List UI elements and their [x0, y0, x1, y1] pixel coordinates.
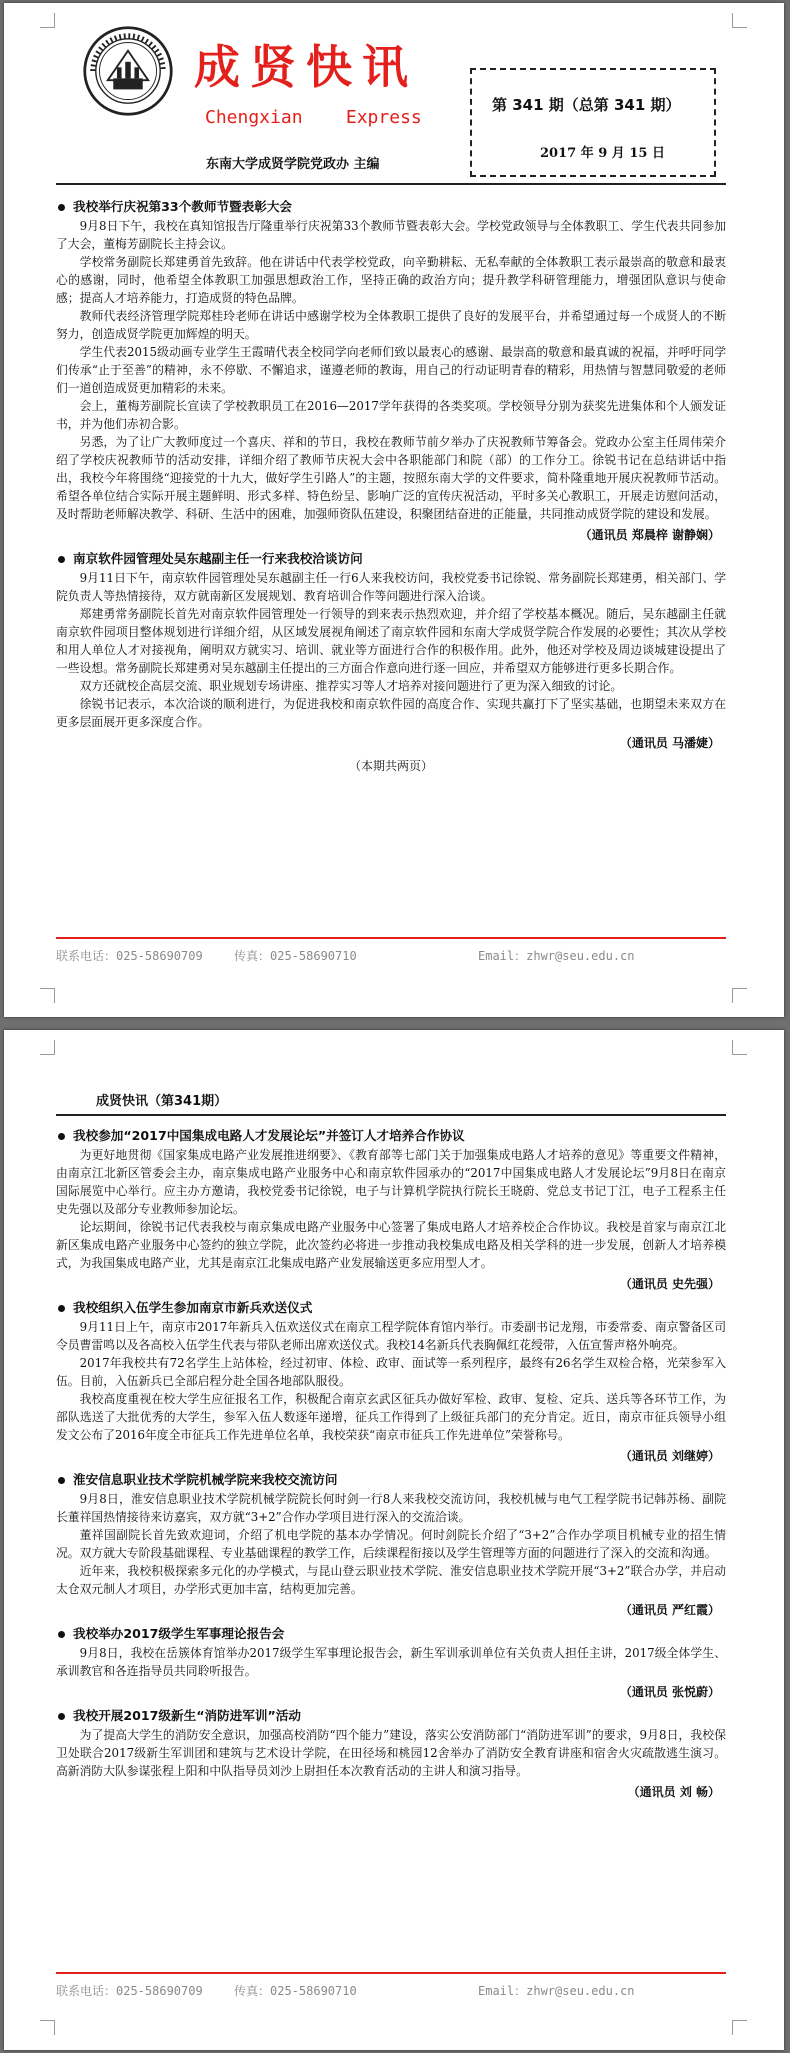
article-software-park-visit — [56, 549, 726, 753]
newsletter-page-1 — [4, 3, 784, 1017]
article-paragraph: 会上，董梅芳副院长宣读了学校教职员工在2016—2017学年获得的各类奖项。学校领导分别为获奖先进集体和个人颁发证书，并为他们赤初合影。 — [56, 399, 726, 431]
article-military-lecture — [56, 1624, 726, 1702]
article-paragraph: 9月11日上午，南京市2017年新兵入伍欢送仪式在南京工程学院体育馆内举行。市委副书记龙翔，市委常委、南京警备区司令员曹雷鸣以及各高校入伍学生代表与带队老师出席欢送仪式。我校14名新兵代表胸佩红花绶带，入伍宣誓声格外响亮。 — [56, 1320, 726, 1352]
article-paragraph: 郑建勇常务副院长首先对南京软件园管理处一行领导的到来表示热烈欢迎，并介绍了学校基本概况。随后，吴东越副主任就南京软件园项目整体规划进行详细介绍，从区域发展视角阐述了南京软件园和东南大学成贤学院合作发展的必要性；其次从学校和用人单位人才对接视角，阐明双方就实习、培训、就业等方面进行合作的积极作用。此外，他还对学校及周边谈城建设提出了一些设想。常务副院长郑建勇对吴东越副主任提出的三方面合作意向进行逐一回应，并希望双方能够进行更多长期合作。 — [56, 607, 726, 675]
page1-body — [56, 193, 726, 774]
article-signature: （通讯员 马潘婕） — [619, 736, 720, 750]
bullet-icon — [58, 204, 65, 211]
article-paragraph: 论坛期间，徐锐书记代表我校与南京集成电路产业服务中心签署了集成电路人才培养校企合作协议。我校是首家与南京江北新区集成电路产业服务中心签约的独立学院，此次签约必将进一步推动我校集成电路及相关学科的进一步发展，创新人才培养模式，为我国集成电路产业，尤其是南京江北集成电路产业发展输送更多应用型人才。 — [56, 1220, 726, 1270]
article-paragraph: 双方还就校企高层交流、职业规划专场讲座、推荐实习等人才培养对接问题进行了更为深入细致的讨论。 — [79, 679, 623, 693]
article-paragraph: 为更好地贯彻《国家集成电路产业发展推进纲要》、《教育部等七部门关于加强集成电路人才培养的意见》等重要文件精神，由南京江北新区管委会主办，南京集成电路产业服务中心和南京软件园承办的“2017中国集成电路人才发展论坛”9月8日在南京国际展览中心举行。应主办方邀请，我校党委书记徐锐，电子与计算机学院执行院长王晓蔚、党总支书记丁江，电子工程系主任史先强以及部分专业教师参加论坛。 — [56, 1148, 726, 1216]
article-paragraph: 9月8日，我校在岳簇体育馆举办2017级学生军事理论报告会，新生军训承训单位有关负责人担任主讲，2017级全体学生、承训教官和各连指导员共同聆听报告。 — [56, 1646, 726, 1678]
article-recruits-ceremony — [56, 1298, 726, 1466]
article-signature: （通讯员 郑晨梓 谢静娴） — [579, 528, 720, 542]
article-paragraph: 另悉，为了让广大教师度过一个喜庆、祥和的节日，我校在教师节前夕举办了庆祝教师节筹备会。党政办公室主任周伟荣介绍了学校庆祝教师节的活动安排，详细介绍了教师节庆祝大会中各职能部门和院（部）的工作分工。徐锐书记在总结讲话中指出，我校今年将围绕“迎接党的十九大，做好学生引路人”的主题，按照东南大学的文件要求，简朴隆重地开展庆祝教师节活动。希望各单位结合实际开展主题鲜明、形式多样、特色纷呈、影响广泛的宣传庆祝活动，平时多关心教职工，开展走访慰问活动，及时帮助老师解决教学、科研、生活中的困难，加强师资队伍建设，积聚团结奋进的正能量，共同推动成贤学院的建设和发展。 — [56, 435, 726, 521]
article-signature: （通讯员 刘继婷） — [619, 1449, 720, 1463]
article-title: 我校参加“2017中国集成电路人才发展论坛”并签订人才培养合作协议 — [56, 1126, 726, 1146]
university-seal-logo — [82, 25, 174, 117]
footer-email: Email：zhwr@seu.edu.cn — [478, 1984, 635, 1998]
footer-email: Email：zhwr@seu.edu.cn — [478, 949, 635, 963]
issue-info-box — [470, 68, 716, 177]
masthead-divider — [56, 183, 726, 185]
article-paragraph: 9月8日下午，我校在真知馆报告厅隆重举行庆祝第33个教师节暨表彰大会。学校党政领导与全体教职工、学生代表共同参加了大会，董梅芳副院长主持会议。 — [56, 219, 726, 251]
article-paragraph: 我校高度重视在校大学生应征报名工作，积极配合南京玄武区征兵办做好军检、政审、复检、定兵、送兵等各环节工作，为部队选送了大批优秀的大学生，参军入伍人数逐年递增，征兵工作得到了上级征兵部门的充分肯定。近日，南京市征兵领导小组发文公布了2016年度全市征兵工作先进单位名单，我校荣获“南京市征兵工作先进单位”荣誉称号。 — [56, 1392, 726, 1442]
footer-phone: 联系电话：025-58690709 — [56, 949, 203, 963]
bullet-icon — [58, 556, 65, 563]
footer-fax: 传真：025-58690710 — [234, 1984, 357, 1998]
article-paragraph: 董祥国副院长首先致欢迎词，介绍了机电学院的基本办学情况。何时剑院长介绍了“3+2”合作办学项目机械专业的招生情况。双方就大专阶段基础课程、专业基础课程的教学工作，后续课程衔接以及学生管理等方面的问题进行了深入的交流和沟通。 — [56, 1528, 726, 1560]
issue-number: 第 341 期（总第 341 期） — [492, 96, 681, 114]
article-paragraph: 9月11日下午，南京软件园管理处吴东越副主任一行6人来我校访问，我校党委书记徐锐、常务副院长郑建勇，相关部门、学院负责人等热情接待，双方就南新区发展规划、教育培训合作等问题进行深入洽谈。 — [56, 571, 726, 603]
footer-fax: 传真：025-58690710 — [234, 949, 357, 963]
newsletter-subtitle-en: Chengxian Express — [205, 107, 422, 128]
article-title: 我校组织入伍学生参加南京市新兵欢送仪式 — [56, 1298, 726, 1318]
header-divider — [56, 1114, 726, 1116]
bullet-icon — [58, 1713, 65, 1720]
article-title: 我校举办2017级学生军事理论报告会 — [56, 1624, 726, 1644]
running-header: 成贤快讯（第341期） — [96, 1094, 228, 1109]
bullet-icon — [58, 1631, 65, 1638]
article-title: 我校开展2017级新生“消防进军训”活动 — [56, 1706, 726, 1726]
article-teachers-day — [56, 197, 726, 545]
page-count-note: （本期共两页） — [348, 759, 433, 773]
article-paragraph: 徐锐书记表示，本次洽谈的顺利进行，为促进我校和南京软件园的高度合作、实现共赢打下了坚实基础，也期望未来双方在更多层面展开更多深度合作。 — [56, 697, 726, 729]
article-signature: （通讯员 史先强） — [619, 1277, 720, 1291]
newsletter-title: 成贤快讯 — [194, 40, 418, 94]
issue-date: 2017 年 9 月 15 日 — [540, 146, 665, 161]
article-signature: （通讯员 严红霞） — [619, 1603, 720, 1617]
article-paragraph: 教师代表经济管理学院郑桂玲老师在讲话中感谢学校为全体教职工提供了良好的发展平台，并希望通过每一个成贤人的不断努力，创造成贤学院更加辉煌的明天。 — [56, 309, 726, 341]
article-paragraph: 学生代表2015级动画专业学生王霞晴代表全校同学向老师们致以最衷心的感谢、最崇高的敬意和最真诚的祝福，并呼吁同学们传承“止于至善”的精神，永不停歇、不懈追求，谨遵老师的教诲，用自己的行动证明青春的精彩，用热情与智慧同敬爱的老师们一道创造成贤更加精彩的未来。 — [56, 345, 726, 395]
footer-phone: 联系电话：025-58690709 — [56, 1984, 203, 1998]
article-paragraph: 9月8日，淮安信息职业技术学院机械学院院长何时剑一行8人来我校交流访问，我校机械与电气工程学院书记韩苏杨、副院长董祥国热情接待来访嘉宾，双方就“3+2”合作办学项目进行深入的交流洽谈。 — [56, 1492, 726, 1524]
article-title: 我校举行庆祝第33个教师节暨表彰大会 — [56, 197, 726, 217]
bullet-icon — [58, 1305, 65, 1312]
article-paragraph: 为了提高大学生的消防安全意识，加强高校消防“四个能力”建设，落实公安消防部门“消防进军训”的要求，9月8日，我校保卫处联合2017级新生军训团和建筑与艺术设计学院，在田径场和桃园12舍举办了消防安全教育讲座和宿舍火灾疏散逃生演习。高新消防大队参谋张程上阳和中队指导员刘沙上尉担任本次教育活动的主讲人和演习指导。 — [56, 1728, 726, 1778]
footer-divider — [56, 1972, 726, 1974]
article-fire-safety — [56, 1706, 726, 1802]
article-title: 南京软件园管理处吴东越副主任一行来我校洽谈访问 — [56, 549, 726, 569]
article-paragraph: 2017年我校共有72名学生上站体检，经过初审、体检、政审、面试等一系列程序，最终有26名学生双检合格，光荣参军入伍。目前，入伍新兵已全部启程分赴全国各地部队服役。 — [56, 1356, 726, 1388]
bullet-icon — [58, 1477, 65, 1484]
editor-line: 东南大学成贤学院党政办 主编 — [206, 157, 380, 172]
article-huaian-visit — [56, 1470, 726, 1620]
newsletter-page-2 — [4, 1030, 784, 2050]
article-signature: （通讯员 张悦蔚） — [619, 1685, 720, 1699]
bullet-icon — [58, 1133, 65, 1140]
article-ic-forum — [56, 1126, 726, 1294]
article-title: 淮安信息职业技术学院机械学院来我校交流访问 — [56, 1470, 726, 1490]
article-paragraph: 学校常务副院长郑建勇首先致辞。他在讲话中代表学校党政，向辛勤耕耘、无私奉献的全体教职工表示最崇高的敬意和最衷心的感谢，同时，他希望全体教职工加强思想政治工作，坚持正确的政治方向；提升教学科研管理能力，增强团队意识与使命感；提高人才培养能力，打造成贤的特色品牌。 — [56, 255, 726, 305]
article-paragraph: 近年来，我校积极探索多元化的办学模式，与昆山登云职业技术学院、淮安信息职业技术学院开展“3+2”联合办学，并启动太仓双元制人才项目，办学形式更加丰富，结构更加完善。 — [56, 1564, 726, 1596]
page2-body — [56, 1122, 726, 1804]
article-signature: （通讯员 刘 畅） — [627, 1785, 720, 1799]
footer-divider — [56, 937, 726, 939]
